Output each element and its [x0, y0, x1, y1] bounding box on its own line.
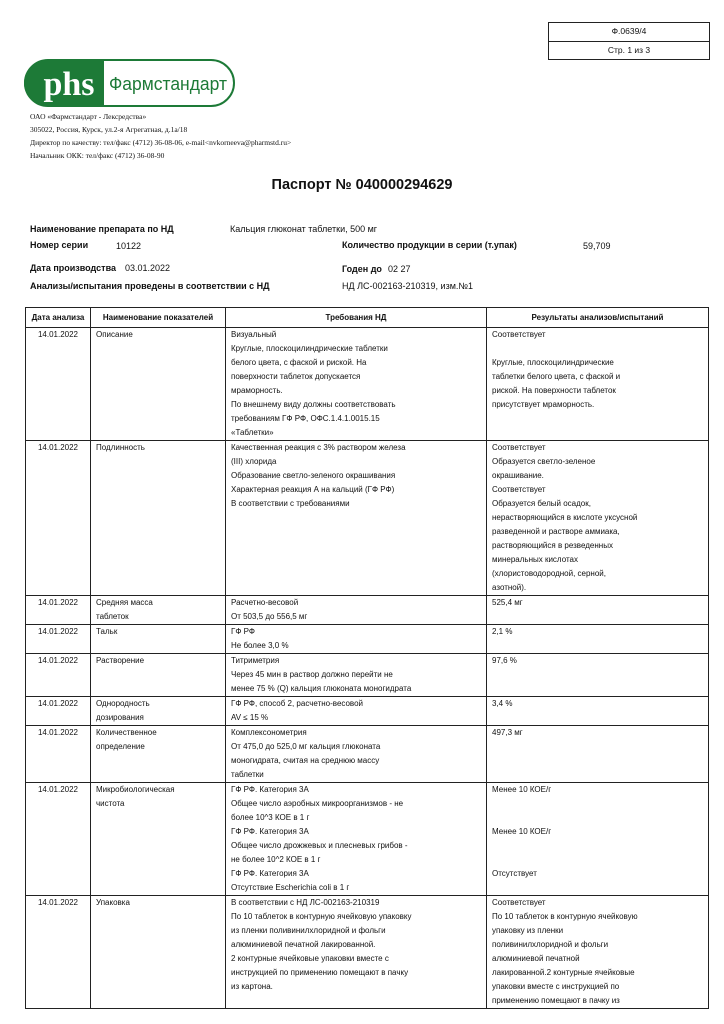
table-row: [26, 328, 709, 441]
analysis-date-cell: [26, 596, 91, 625]
indicator-cell-line: Однородность: [96, 699, 150, 708]
requirement-cell-line: От 503,5 до 556,5 мг: [231, 612, 308, 621]
requirement-cell-line: ГФ РФ. Категория 3А: [231, 827, 309, 836]
column-header-indicator: Наименование показателей: [91, 308, 226, 328]
requirement-cell-line: AV ≤ 15 %: [231, 713, 269, 722]
result-cell-line: алюминиевой печатной: [492, 954, 580, 963]
result-cell-line: (хлористоводородной, серной,: [492, 569, 606, 578]
indicator-cell: [91, 328, 226, 441]
expiry-value: 02 27: [388, 264, 411, 274]
requirement-cell-line: из пленки поливинилхлоридной и фольги: [231, 926, 386, 935]
result-cell-line: растворяющийся в резведенных: [492, 541, 613, 550]
result-cell-line: нерастворяющийся в кислоте уксусной: [492, 513, 638, 522]
requirement-cell-line: ГФ РФ. Категория 3А: [231, 869, 309, 878]
result-cell-line: [492, 811, 703, 825]
indicator-cell-line: таблеток: [96, 612, 129, 621]
series-label: Номер серии: [30, 240, 89, 250]
analysis-date-cell-line: 14.01.2022: [37, 728, 79, 737]
table-row: [26, 441, 709, 596]
requirement-cell-line: ГФ РФ: [231, 627, 255, 636]
drug-value: Кальция глюконат таблетки, 500 мг: [230, 224, 378, 234]
result-cell-line: [492, 797, 703, 811]
form-number-box: [548, 22, 710, 60]
indicator-cell: [91, 596, 226, 625]
result-cell-line: Отсутствует: [492, 869, 537, 878]
analysis-date-cell-line: 14.01.2022: [37, 699, 79, 708]
company-address: 305022, Россия, Курск, ул.2-я Агрегатная, д.1а/18: [30, 125, 188, 134]
requirement-cell-line: ГФ РФ, способ 2, расчетно-весовой: [231, 699, 364, 708]
table-row: [26, 896, 709, 1009]
requirement-cell-line: из картона.: [231, 982, 273, 991]
requirement-cell-line: Круглые, плоскоцилиндрические таблетки: [231, 344, 388, 353]
production-date-value: 03.01.2022: [125, 263, 171, 273]
analysis-date-cell-line: 14.01.2022: [37, 898, 79, 907]
requirement-cell-line: требованиям ГФ РФ, ОФС.1.4.1.0015.15: [231, 414, 380, 423]
indicator-cell: [91, 625, 226, 654]
requirement-cell-line: Расчетно-весовой: [231, 598, 299, 607]
requirement-cell: [226, 625, 487, 654]
requirement-cell-line: белого цвета, с фаской и риской. На: [231, 358, 367, 367]
indicator-cell: [91, 783, 226, 896]
analysis-standard-value: НД ЛС-002163-210319, изм.№1: [342, 281, 474, 291]
result-cell-line: применению помещают в пачку из: [492, 996, 620, 1005]
form-code: Ф.0639/4: [611, 26, 647, 36]
requirement-cell-line: Комплексонометрия: [231, 728, 307, 737]
requirement-cell: [226, 441, 487, 596]
requirement-cell-line: Характерная реакция А на кальций (ГФ РФ): [231, 485, 395, 494]
analysis-date-cell: [26, 625, 91, 654]
requirement-cell-line: не более 10^2 КОЕ в 1 г: [231, 855, 321, 864]
requirement-cell: [226, 726, 487, 783]
result-cell-line: 2,1 %: [492, 627, 513, 636]
analysis-date-cell: [26, 654, 91, 697]
requirement-cell-line: Общее число дрожжевых и плесневых грибов -: [231, 841, 408, 850]
requirement-cell-line: В соответствии с требованиями: [231, 499, 350, 508]
table-row: [26, 783, 709, 896]
requirement-cell-line: алюминиевой печатной лакированной.: [231, 940, 376, 949]
requirement-cell-line: моногидрата, считая на среднюю массу: [231, 756, 380, 765]
indicator-cell-line: Подлинность: [96, 443, 145, 452]
indicator-cell-line: Микробиологическая: [96, 785, 175, 794]
indicator-cell: [91, 441, 226, 596]
table-row: [26, 726, 709, 783]
analysis-date-cell-line: 14.01.2022: [37, 785, 79, 794]
indicator-cell-line: дозирования: [96, 713, 144, 722]
result-cell-line: минеральных кислотах: [492, 555, 578, 564]
result-cell-line: [492, 853, 703, 867]
result-cell-line: таблетки белого цвета, с фаской и: [492, 372, 621, 381]
result-cell-line: Соответствует: [492, 898, 546, 907]
page-title: Паспорт № 040000294629: [271, 177, 453, 193]
logo-brand: Фармстандарт: [109, 74, 227, 94]
quantity-value: 59,709: [583, 241, 611, 251]
indicator-cell: [91, 697, 226, 726]
requirement-cell-line: ГФ РФ. Категория 3А: [231, 785, 309, 794]
result-cell: [487, 596, 709, 625]
requirement-cell: [226, 328, 487, 441]
requirement-cell-line: Образование светло-зеленого окрашивания: [231, 471, 396, 480]
result-cell-line: окрашивание.: [492, 471, 544, 480]
result-cell-line: 497,3 мг: [492, 728, 523, 737]
requirement-cell-line: 2 контурные ячейковые упаковки вместе с: [231, 954, 389, 963]
requirement-cell: [226, 596, 487, 625]
result-cell-line: упаковки вместе с инструкцией по: [492, 982, 620, 991]
result-cell-line: Образуется светло-зеленое: [492, 457, 596, 466]
result-cell: [487, 441, 709, 596]
quality-director-contact: Директор по качеству: тел/факс (4712) 36-08-06, e-mail<nvkorneeva@pharmstd.ru>: [30, 138, 292, 147]
result-cell: [487, 896, 709, 1009]
result-cell: [487, 328, 709, 441]
requirement-cell-line: более 10^3 КОЕ в 1 г: [231, 813, 310, 822]
indicator-cell-line: Упаковка: [96, 898, 130, 907]
pharmstandard-logo: [24, 58, 236, 108]
analysis-date-cell: [26, 697, 91, 726]
requirement-cell-line: Через 45 мин в раствор должно перейти не: [231, 670, 393, 679]
requirement-cell: [226, 783, 487, 896]
result-cell: [487, 625, 709, 654]
logo-mark: phs: [43, 66, 95, 103]
requirement-cell: [226, 654, 487, 697]
indicator-cell: [91, 654, 226, 697]
analysis-date-cell-line: 14.01.2022: [37, 598, 79, 607]
analysis-date-cell: [26, 328, 91, 441]
analysis-date-cell: [26, 441, 91, 596]
indicator-cell: [91, 896, 226, 1009]
indicator-cell-line: Описание: [96, 330, 133, 339]
result-cell: [487, 697, 709, 726]
result-cell: [487, 783, 709, 896]
page-counter: Стр. 1 из 3: [549, 41, 709, 59]
analysis-standard-label: Анализы/испытания проведены в соответствии с НД: [30, 281, 270, 291]
requirement-cell-line: Общее число аэробных микроорганизмов - не: [231, 799, 404, 808]
requirement-cell-line: По внешнему виду должны соответствовать: [231, 400, 396, 409]
requirement-cell-line: В соответствии с НД ЛС-002163-210319: [231, 898, 380, 907]
result-cell-line: лакированной.2 контурные ячейковые: [492, 968, 635, 977]
expiry-label: Годен до: [342, 264, 382, 274]
indicator-cell: [91, 726, 226, 783]
requirement-cell-line: инструкцией по применению помещают в пачку: [231, 968, 409, 977]
indicator-cell-line: Растворение: [96, 656, 145, 665]
analysis-date-cell: [26, 726, 91, 783]
requirement-cell-line: Визуальный: [231, 330, 277, 339]
requirement-cell-line: Не более 3,0 %: [231, 641, 289, 650]
analysis-date-cell-line: 14.01.2022: [37, 330, 79, 339]
result-cell-line: Соответствует: [492, 330, 546, 339]
production-date-label: Дата производства: [30, 263, 116, 273]
requirement-cell-line: мраморность.: [231, 386, 283, 395]
result-cell-line: Образуется белый осадок,: [492, 499, 591, 508]
table-row: [26, 654, 709, 697]
result-cell-line: поливинилхлоридной и фольги: [492, 940, 609, 949]
indicator-cell-line: определение: [96, 742, 145, 751]
result-cell-line: [492, 342, 703, 356]
result-cell-line: [492, 839, 703, 853]
result-cell-line: По 10 таблеток в контурную ячейковую: [492, 912, 638, 921]
analysis-date-cell: [26, 783, 91, 896]
column-header-date: Дата анализа: [26, 308, 91, 328]
requirement-cell-line: «Таблетки»: [231, 428, 274, 437]
requirement-cell-line: таблетки: [231, 770, 264, 779]
result-cell-line: Менее 10 КОЕ/г: [492, 785, 552, 794]
table-header-row: [26, 308, 709, 328]
requirement-cell-line: По 10 таблеток в контурную ячейковую упаковку: [231, 912, 412, 921]
analysis-date-cell-line: 14.01.2022: [37, 443, 79, 452]
requirement-cell: [226, 697, 487, 726]
result-cell-line: риской. На поверхности таблеток: [492, 386, 616, 395]
result-cell-line: Соответствует: [492, 485, 546, 494]
analysis-date-cell-line: 14.01.2022: [37, 656, 79, 665]
company-name: ОАО «Фармстандарт - Лексредства»: [30, 112, 147, 121]
indicator-cell-line: Количественное: [96, 728, 157, 737]
result-cell-line: 97,6 %: [492, 656, 517, 665]
indicator-cell-line: Тальк: [96, 627, 118, 636]
series-value: 10122: [116, 241, 142, 251]
result-cell-line: разведенной и растворе аммиака,: [492, 527, 620, 536]
column-header-result: Результаты анализов/испытаний: [487, 308, 709, 328]
result-cell-line: Менее 10 КОЕ/г: [492, 827, 552, 836]
result-cell: [487, 726, 709, 783]
requirement-cell-line: Качественная реакция с 3% раствором железа: [231, 443, 406, 452]
analysis-date-cell: [26, 896, 91, 1009]
drug-label: Наименование препарата по НД: [30, 224, 174, 234]
result-cell-line: 3,4 %: [492, 699, 513, 708]
result-cell-line: присутствует мраморность.: [492, 400, 595, 409]
table-row: [26, 596, 709, 625]
table-row: [26, 697, 709, 726]
result-cell-line: 525,4 мг: [492, 598, 523, 607]
requirement-cell-line: поверхности таблеток допускается: [231, 372, 361, 381]
requirement-cell-line: Титриметрия: [231, 656, 280, 665]
indicator-cell-line: Средняя масса: [96, 598, 153, 607]
requirement-cell-line: Отсутствие Escherichia coli в 1 г: [231, 883, 350, 892]
table-row: [26, 625, 709, 654]
result-cell-line: Круглые, плоскоцилиндрические: [492, 358, 614, 367]
analysis-date-cell-line: 14.01.2022: [37, 627, 79, 636]
analysis-results-table: [25, 307, 709, 1009]
company-info: [30, 110, 291, 162]
indicator-cell-line: чистота: [96, 799, 125, 808]
requirement-cell-line: (III) хлорида: [231, 457, 277, 466]
qc-head-contact: Начальник ОКК: тел/факс (4712) 36-08-90: [30, 151, 165, 160]
requirement-cell-line: менее 75 % (Q) кальция глюконата моногидрата: [231, 684, 412, 693]
result-cell-line: азотной).: [492, 583, 527, 592]
requirement-cell-line: От 475,0 до 525,0 мг кальция глюконата: [231, 742, 381, 751]
result-cell: [487, 654, 709, 697]
result-cell-line: упаковку из пленки: [492, 926, 564, 935]
requirement-cell: [226, 896, 487, 1009]
column-header-requirement: Требования НД: [226, 308, 487, 328]
quantity-label: Количество продукции в серии (т.упак): [342, 240, 517, 250]
result-cell-line: Соответствует: [492, 443, 546, 452]
